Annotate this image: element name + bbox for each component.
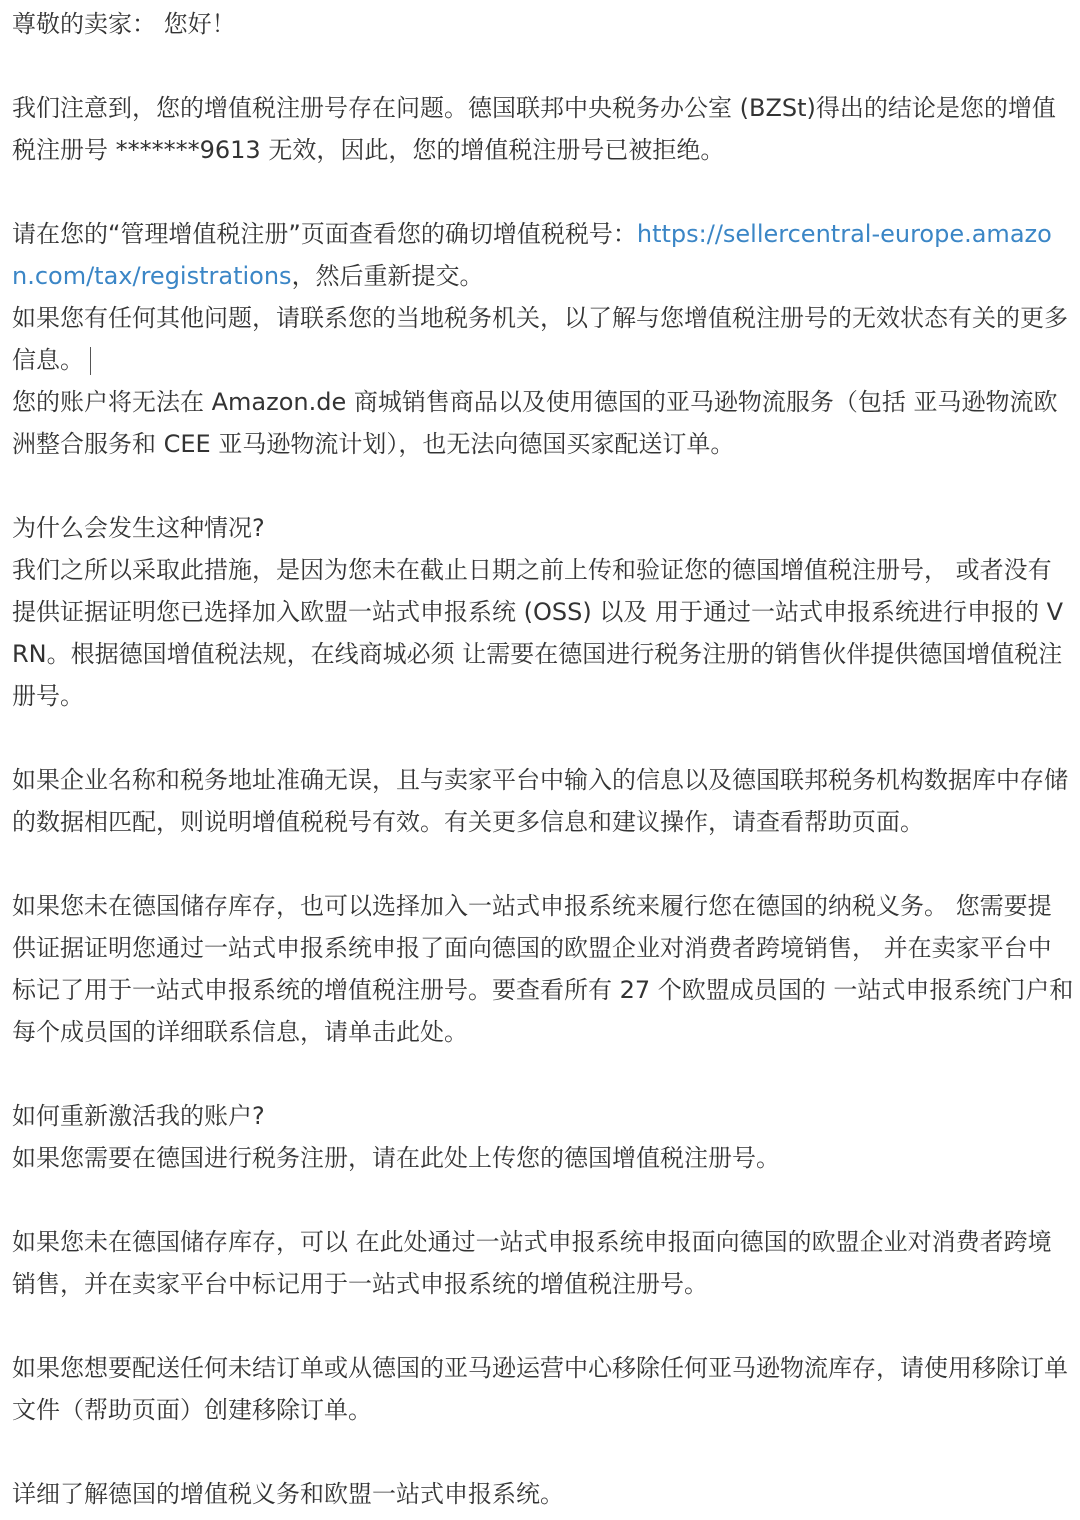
why-heading: 为什么会发生这种情况? [12,514,265,542]
removal-order-paragraph: 如果您想要配送任何未结订单或从德国的亚马逊运营中心移除任何亚马逊物流库存，请使用移除订单文件（帮助页面）创建移除订单。 [12,1354,1068,1424]
contact-authority-text: 如果您有任何其他问题，请联系您的当地税务机关，以了解与您增值税注册号的无效状态有关的更多信息。 [12,304,1068,374]
check-registration-paragraph [12,213,1074,297]
spacer [12,171,1074,213]
spacer [12,1305,1074,1347]
why-paragraph: 我们之所以采取此措施，是因为您未在截止日期之前上传和验证您的德国增值税注册号， 或者没有提供证据证明您已选择加入欧盟一站式申报系统 (OSS) 以及 用于通过一站式申报系统进行申报的 VRN。根据德国增值税法规，在线商城必须 让需要在德国进行税务注册的销售伙伴提供德国增值税注册号。 [12,556,1064,710]
vat-valid-paragraph: 如果企业名称和税务地址准确无误，且与卖家平台中输入的信息以及德国联邦税务机构数据库中存储的数据相匹配，则说明增值税税号有效。有关更多信息和建议操作，请查看帮助页面。 [12,766,1068,836]
email-body [12,3,1074,1515]
spacer [12,717,1074,759]
reactivate-heading: 如何重新激活我的账户? [12,1102,265,1130]
upload-vat-paragraph: 如果您需要在德国进行税务注册，请在此处上传您的德国增值税注册号。 [12,1144,780,1172]
tax-registrations-link[interactable]: https://sellercentral-europe.amazon.com/tax/registrations [12,220,1052,290]
vat-issue-paragraph: 我们注意到，您的增值税注册号存在问题。德国联邦中央税务办公室 (BZSt)得出的结论是您的增值税注册号 *******9613 无效，因此，您的增值税注册号已被拒绝。 [12,94,1056,164]
text-cursor [90,347,91,375]
spacer [12,1053,1074,1095]
account-restriction-paragraph: 您的账户将无法在 Amazon.de 商城销售商品以及使用德国的亚马逊物流服务（包括 亚马逊物流欧洲整合服务和 CEE 亚马逊物流计划），也无法向德国买家配送订单。 [12,388,1058,458]
oss-paragraph: 如果您未在德国储存库存，也可以选择加入一站式申报系统来履行您在德国的纳税义务。 您需要提供证据证明您通过一站式申报系统申报了面向德国的欧盟企业对消费者跨境销售， 并在卖家平台中标记了用于一站式申报系统的增值税注册号。要查看所有 27 个欧盟成员国的 一站式申报系统门户和每个成员国的详细联系信息，请单击此处。 [12,892,1074,1046]
contact-authority-paragraph [12,297,1074,381]
learn-more-paragraph: 详细了解德国的增值税义务和欧盟一站式申报系统。 [12,1480,564,1508]
greeting-line: 尊敬的卖家： 您好！ [12,10,236,38]
spacer [12,1431,1074,1473]
check-registration-text: 请在您的“管理增值税注册”页面查看您的确切增值税税号： [12,220,637,248]
spacer [12,465,1074,507]
oss-declare-paragraph: 如果您未在德国储存库存，可以 在此处通过一站式申报系统申报面向德国的欧盟企业对消费者跨境销售，并在卖家平台中标记用于一站式申报系统的增值税注册号。 [12,1228,1052,1298]
spacer [12,843,1074,885]
resubmit-text: ，然后重新提交。 [291,262,484,290]
spacer [12,45,1074,87]
spacer [12,1179,1074,1221]
